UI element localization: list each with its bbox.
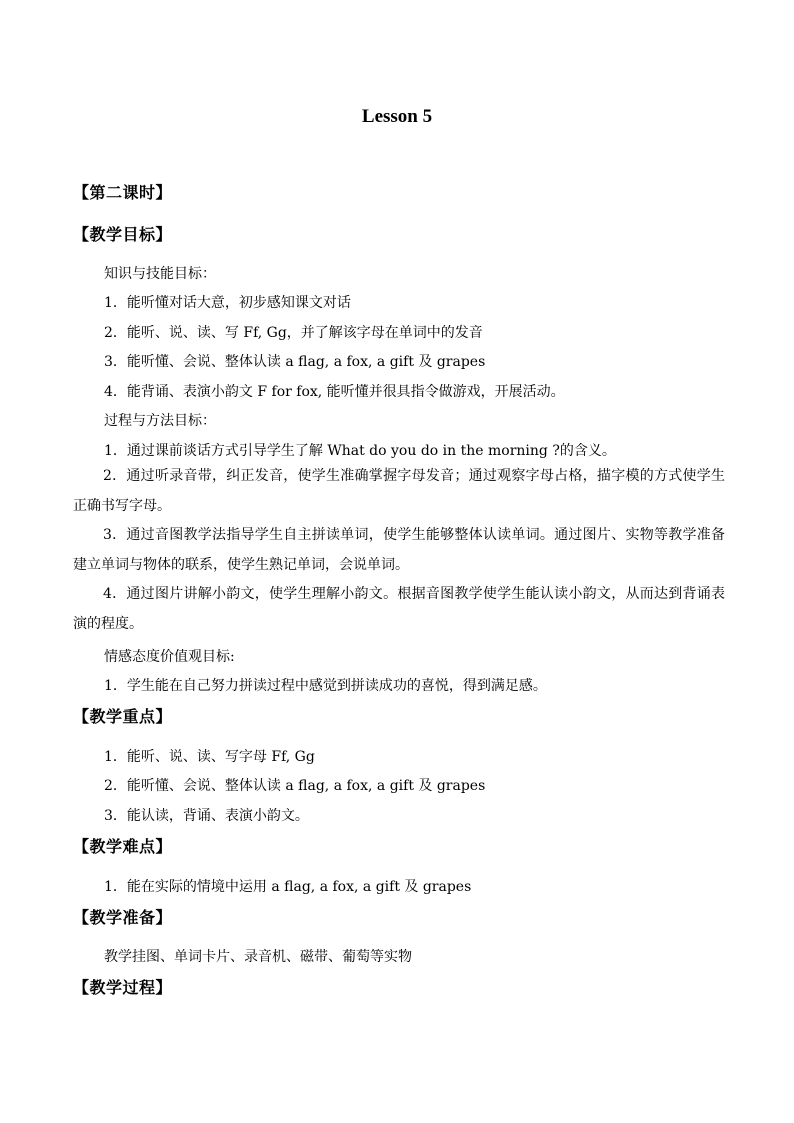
heading-period: 【第二课时】: [73, 183, 173, 202]
list-item: 1．能听、说、读、写字母 Ff, Gg: [104, 749, 315, 765]
list-item: 2．能听、说、读、写 Ff, Gg，并了解该字母在单词中的发音: [104, 325, 483, 341]
heading-key-points: 【教学重点】: [73, 707, 173, 726]
list-item: 4．能背诵、表演小韵文 F for fox, 能听懂并很具指令做游戏，开展活动。: [104, 384, 565, 400]
list-item: 1．能听懂对话大意，初步感知课文对话: [104, 295, 351, 311]
paragraph: 3．通过音图教学法指导学生自主拼读单词，使学生能够整体认读单词。通过图片、实物等教学准备建立单词与物体的联系，使学生熟记单词，会说单词。: [73, 527, 725, 573]
page-title: Lesson 5: [361, 106, 433, 127]
emotion-goals-title: 情感态度价值观目标:: [104, 649, 235, 665]
list-item: 1．能在实际的情境中运用 a flag, a fox, a gift 及 grapes: [104, 879, 472, 895]
preparation-text: 教学挂图、单词卡片、录音机、磁带、葡萄等实物: [104, 949, 412, 965]
list-item: 1．学生能在自己努力拼读过程中感觉到拼读成功的喜悦，得到满足感。: [104, 678, 547, 694]
heading-goals: 【教学目标】: [73, 225, 173, 244]
list-item: 3．能听懂、会说、整体认读 a flag, a fox, a gift 及 grapes: [104, 354, 486, 370]
heading-difficulties: 【教学难点】: [73, 837, 173, 856]
knowledge-goals-title: 知识与技能目标：: [104, 266, 216, 282]
list-item: 3．能认读，背诵、表演小韵文。: [104, 808, 309, 824]
list-item: 1．通过课前谈话方式引导学生了解 What do you do in the morning ?的含义。: [104, 443, 616, 459]
heading-process: 【教学过程】: [73, 978, 173, 997]
process-goals-title: 过程与方法目标：: [104, 413, 216, 429]
list-item: 2．能听懂、会说、整体认读 a flag, a fox, a gift 及 grapes: [104, 778, 486, 794]
heading-preparation: 【教学准备】: [73, 908, 173, 927]
paragraph: 2．通过听录音带，纠正发音，使学生准确掌握字母发音；通过观察字母占格，描字模的方式使学生正确书写字母。: [73, 468, 725, 514]
paragraph: 4．通过图片讲解小韵文，使学生理解小韵文。根据音图教学使学生能认读小韵文，从而达到背诵表演的程度。: [73, 586, 725, 632]
